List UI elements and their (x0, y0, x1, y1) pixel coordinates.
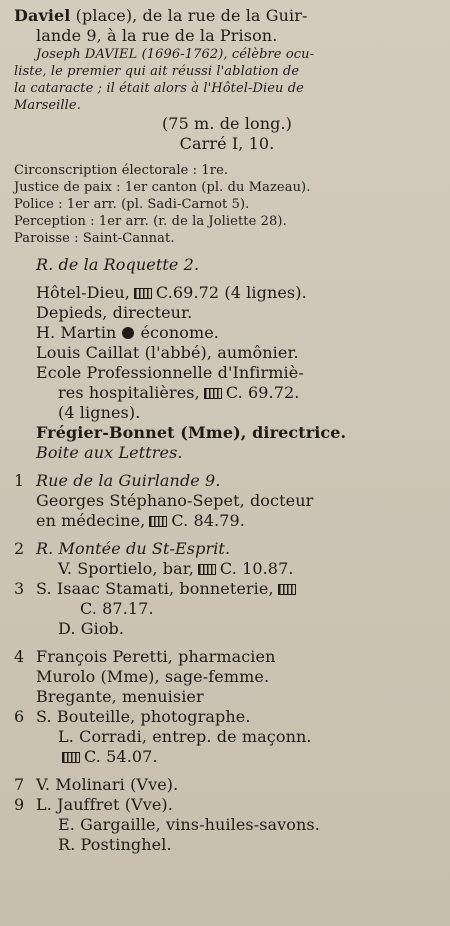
entry-corradi: L. Corradi, entrep. de maçonn. (58, 727, 312, 746)
entry-bouteille-name: S. Bouteille, photographe. (36, 707, 251, 726)
admin-perception: Perception : 1er arr. (r. de la Joliette 28). (14, 214, 287, 229)
entry-stamati (14, 579, 440, 599)
telephone-icon (62, 752, 80, 763)
telephone-icon (278, 584, 296, 595)
entry-martin (14, 323, 440, 343)
telephone-icon (198, 564, 216, 575)
entry-molinari-name: V. Molinari (Vve). (36, 775, 179, 794)
entry-peretti (14, 647, 440, 667)
street-name: Daviel (14, 6, 71, 25)
entry-ecole-name: res hospitalières, (58, 383, 200, 402)
entry-giob: D. Giob. (58, 619, 125, 638)
entry-hotel-dieu-name: Hôtel-Dieu, (36, 283, 130, 302)
entry-hotel-dieu-tel: C.69.72 (4 lignes). (155, 283, 307, 302)
entry-bregante: Bregante, menuisier (36, 687, 204, 706)
street-heading (14, 6, 440, 26)
telephone-icon (204, 388, 222, 399)
entry-molinari (14, 775, 440, 795)
entry-stephano-1: Georges Stéphano-Sepet, docteur (36, 491, 314, 510)
street-length: (75 m. de long.) (161, 114, 293, 133)
section-roquette: R. de la Roquette 2. (36, 255, 200, 274)
entry-sportielo-tel: C. 10.87. (219, 559, 294, 578)
entry-sportielo (14, 559, 440, 579)
section-guirlande-title: Rue de la Guirlande 9. (36, 471, 221, 490)
bio-line-4: Marseille. (14, 98, 81, 113)
medal-icon (122, 327, 134, 339)
entry-corradi-tel: C. 54.07. (84, 747, 158, 766)
entry-postinghel: R. Postinghel. (58, 835, 172, 854)
house-number: 1 (14, 471, 25, 490)
entry-sportielo-name: V. Sportielo, bar, (58, 559, 194, 578)
entry-hotel-dieu (14, 283, 440, 303)
entry-depieds: Depieds, directeur. (36, 303, 193, 322)
house-number: 2 (14, 539, 25, 558)
entry-martin-name: H. Martin (36, 323, 117, 342)
entry-stamati-name: S. Isaac Stamati, bonneterie, (36, 579, 274, 598)
telephone-icon (149, 516, 167, 527)
street-square: Carré I, 10. (179, 134, 275, 153)
entry-stephano-name: en médecine, (36, 511, 146, 530)
house-number: 6 (14, 707, 25, 726)
entry-corradi-tel-line (14, 747, 440, 767)
admin-police: Police : 1er arr. (pl. Sadi-Carnot 5). (14, 197, 250, 212)
entry-caillat: Louis Caillat (l'abbé), aumônier. (36, 343, 299, 362)
entry-jauffret (14, 795, 440, 815)
bio-line-3: la cataracte ; il était alors à l'Hôtel-Dieu de (14, 81, 304, 96)
house-number: 4 (14, 647, 25, 666)
entry-ecole-2 (14, 383, 440, 403)
bio-line-1: Joseph DAVIEL (1696-1762), célèbre ocu- (36, 47, 315, 62)
entry-gargaille: E. Gargaille, vins-huiles-savons. (58, 815, 320, 834)
entry-ecole-3: (4 lignes). (58, 403, 141, 422)
section-montee (14, 539, 440, 559)
entry-boite: Boite aux Lettres. (36, 443, 183, 462)
street-description: (place), de la rue de la Guir- (75, 6, 308, 25)
bio-line-2: liste, le premier qui ait réussi l'ablation de (14, 64, 300, 79)
entry-fregier: Frégier-Bonnet (Mme), directrice. (36, 423, 347, 442)
house-number: 9 (14, 795, 25, 814)
entry-martin-role: économe. (140, 323, 219, 342)
entry-murolo: Murolo (Mme), sage-femme. (36, 667, 270, 686)
entry-peretti-name: François Peretti, pharmacien (36, 647, 276, 666)
admin-circonscription: Circonscription électorale : 1re. (14, 163, 229, 178)
entry-jauffret-name: L. Jauffret (Vve). (36, 795, 173, 814)
admin-justice: Justice de paix : 1er canton (pl. du Mazeau). (14, 180, 311, 195)
admin-paroisse: Paroisse : Saint-Cannat. (14, 231, 175, 246)
entry-stephano-tel: C. 84.79. (171, 511, 245, 530)
house-number: 7 (14, 775, 25, 794)
entry-stamati-tel: C. 87.17. (80, 599, 154, 618)
telephone-icon (134, 288, 152, 299)
entry-ecole-1: Ecole Professionnelle d'Infirmiè- (36, 363, 304, 382)
section-guirlande (14, 471, 440, 491)
entry-bouteille (14, 707, 440, 727)
section-montee-title: R. Montée du St-Esprit. (36, 539, 231, 558)
entry-ecole-tel: C. 69.72. (225, 383, 300, 402)
entry-stephano-2 (14, 511, 440, 531)
house-number: 3 (14, 579, 25, 598)
street-description-cont: lande 9, à la rue de la Prison. (36, 26, 278, 45)
